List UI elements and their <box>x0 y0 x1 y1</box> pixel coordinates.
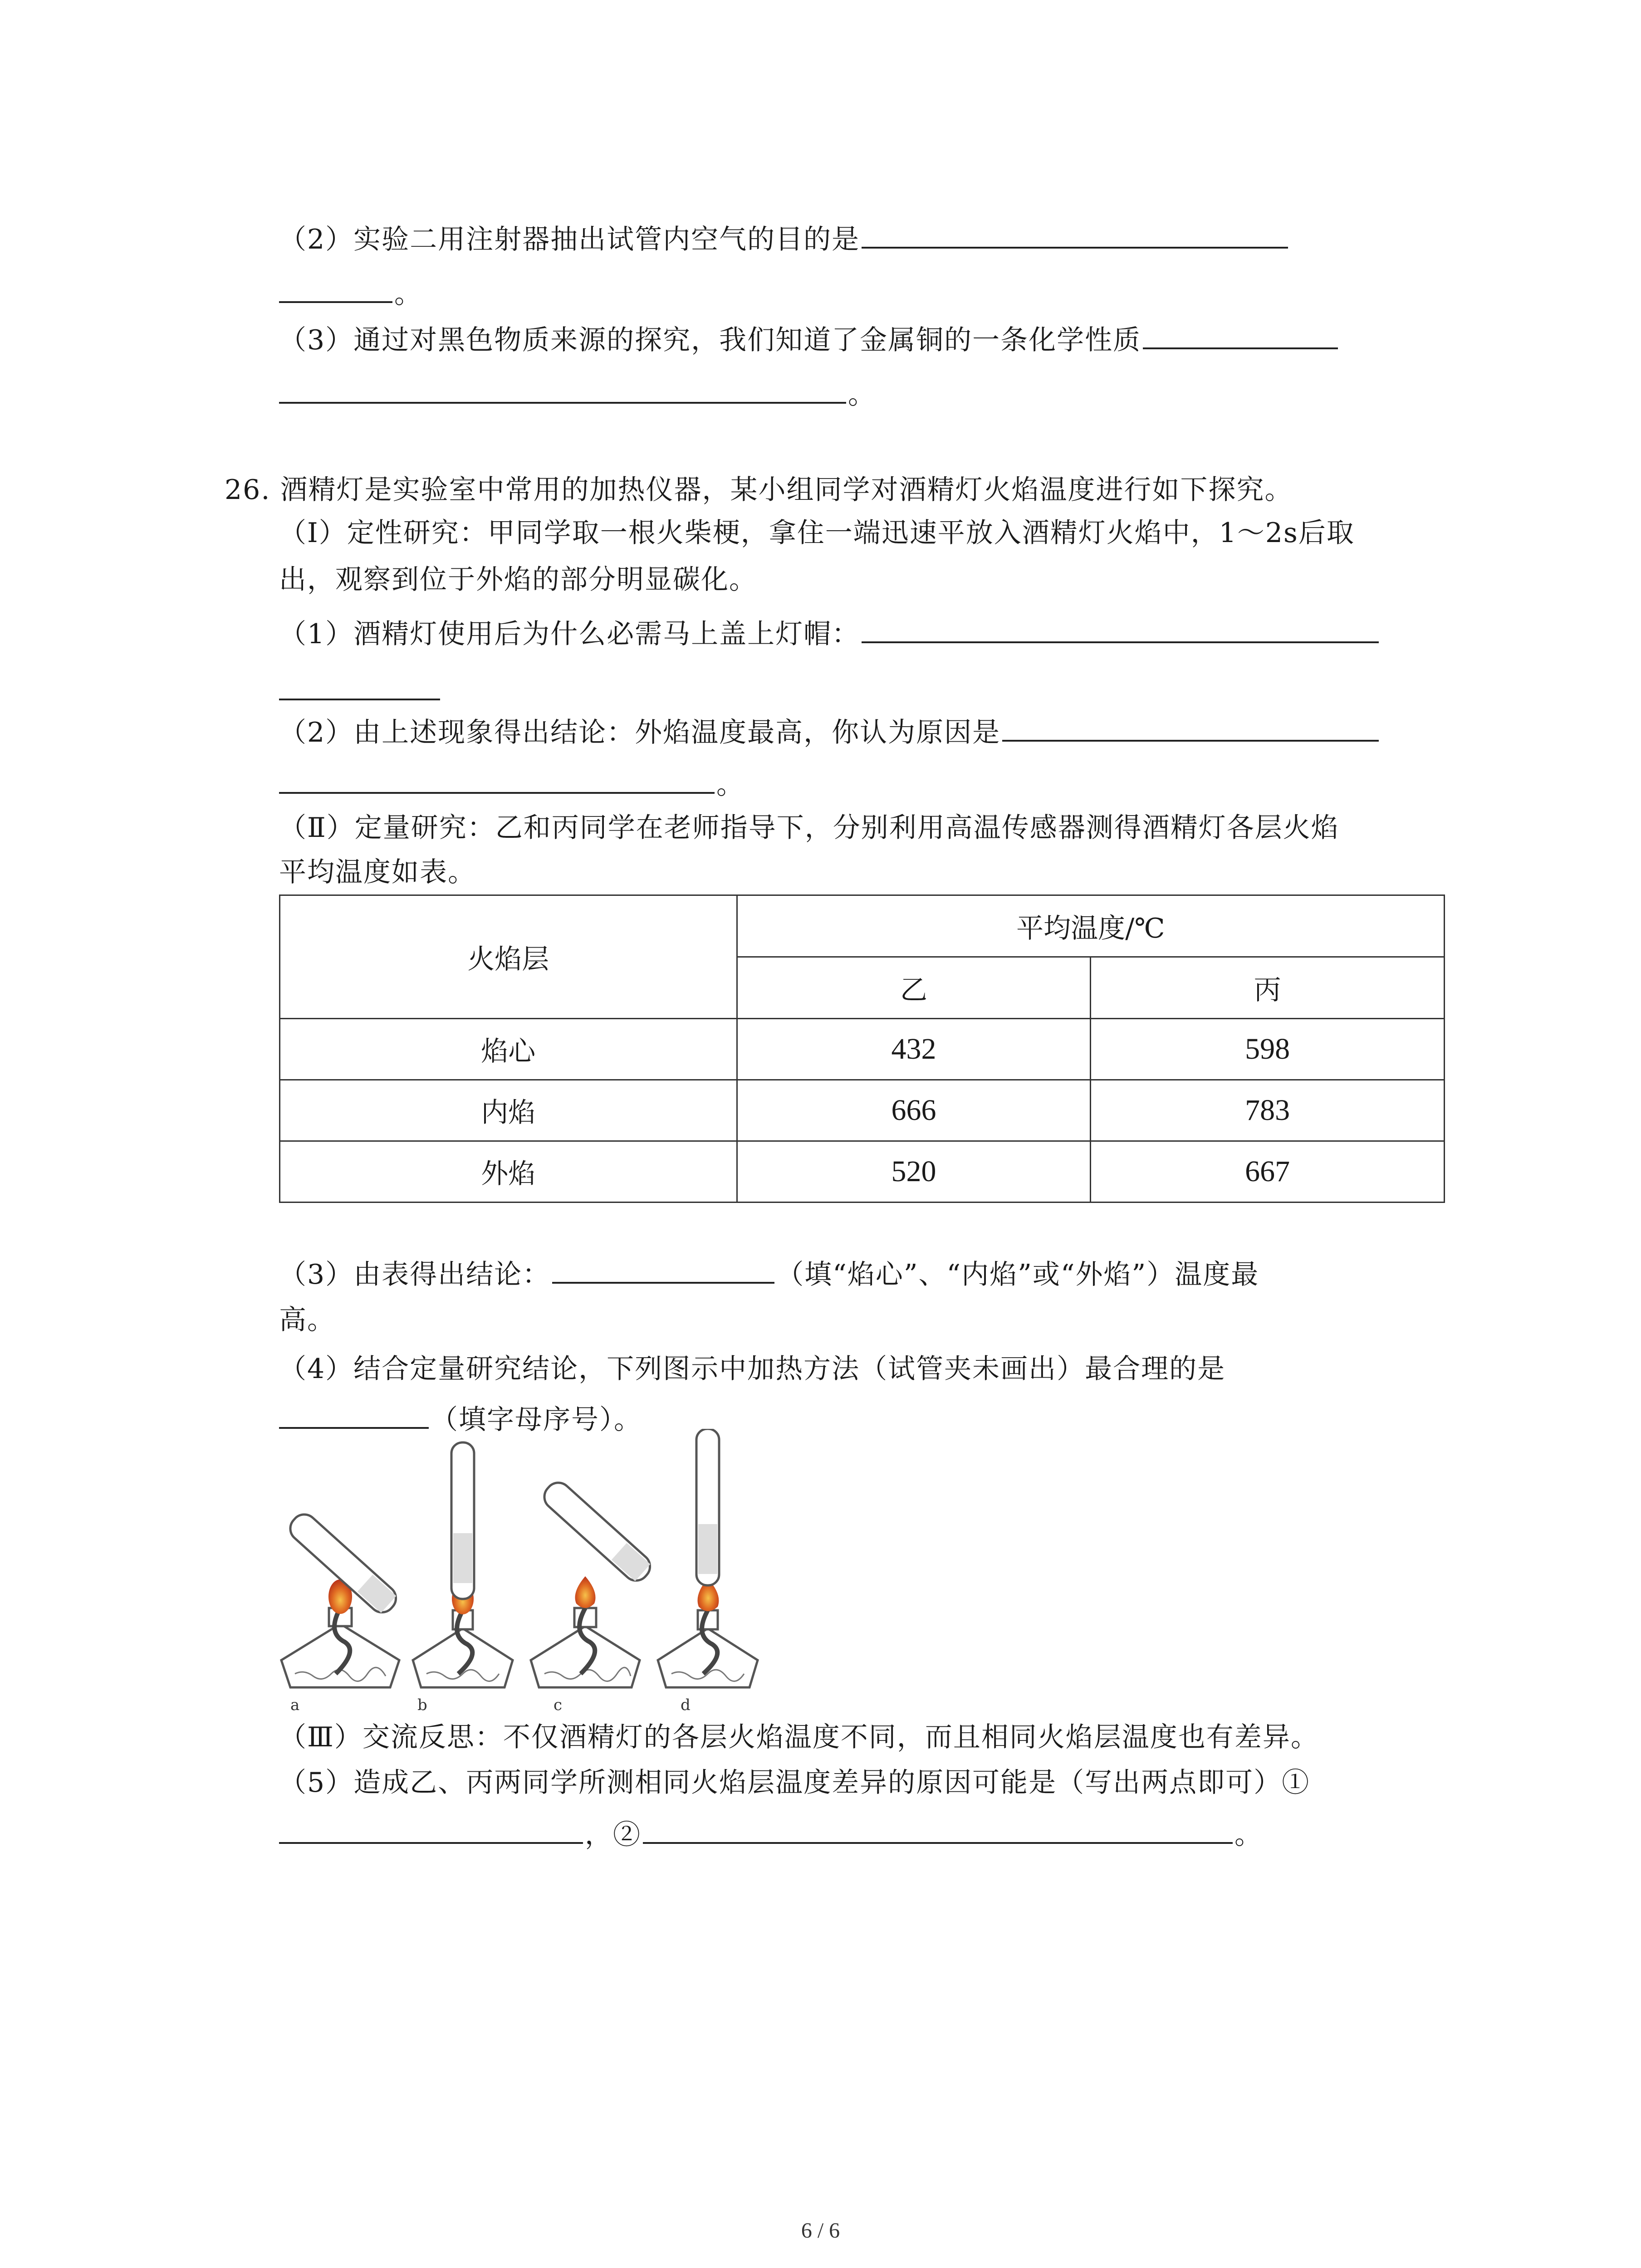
lamp-a <box>281 1509 401 1687</box>
q26-intro: 26. 酒精灯是实验室中常用的加热仪器，某小组同学对酒精灯火焰温度进行如下探究。 <box>225 474 1293 506</box>
q26-part3: （Ⅲ）交流反思：不仅酒精灯的各层火焰温度不同，而且相同火焰层温度也有差异。 <box>279 1721 1319 1753</box>
q26-sub4: （4）结合定量研究结论，下列图示中加热方法（试管夹未画出）最合理的是 <box>279 1353 1226 1385</box>
answer-blank[interactable] <box>279 699 440 700</box>
cell-yi: 432 <box>737 1019 1091 1080</box>
answer-blank[interactable] <box>279 278 392 303</box>
cell-bing: 598 <box>1091 1019 1445 1080</box>
figure-label: c <box>554 1696 563 1714</box>
header-bing: 丙 <box>1091 957 1445 1019</box>
table-row <box>280 1019 1445 1080</box>
cell-layer: 外焰 <box>280 1141 737 1202</box>
lamp-c <box>531 1477 655 1687</box>
answer-blank[interactable] <box>1002 716 1379 742</box>
cell-layer: 焰心 <box>280 1019 737 1080</box>
answer-blank[interactable] <box>552 1258 774 1284</box>
q26-sub5-cont: ，② 。 <box>279 1817 1263 1853</box>
lamp-d <box>658 1429 758 1687</box>
q26-sub2: （2）由上述现象得出结论：外焰温度最高，你认为原因是 <box>279 714 1381 751</box>
answer-blank[interactable] <box>862 618 1379 643</box>
q26-part1-line1: （I）定性研究：甲同学取一根火柴梗，拿住一端迅速平放入酒精灯火焰中，1～2s后取 <box>279 517 1355 549</box>
question-number: 26. <box>225 474 271 506</box>
answer-blank[interactable] <box>643 1818 1233 1844</box>
cell-layer: 内焰 <box>280 1080 737 1141</box>
q26-sub1: （1）酒精灯使用后为什么必需马上盖上灯帽： <box>279 616 1381 652</box>
q26-sub2-cont: 。 <box>279 767 745 803</box>
q26-part2-line1: （Ⅱ）定量研究：乙和丙同学在老师指导下，分别利用高温传感器测得酒精灯各层火焰 <box>279 812 1339 844</box>
lamp-b <box>413 1442 513 1687</box>
answer-blank[interactable] <box>279 378 846 404</box>
flame-icon <box>575 1576 596 1608</box>
figure-label: d <box>681 1696 691 1714</box>
cell-bing: 783 <box>1091 1080 1445 1141</box>
answer-blank[interactable] <box>1143 324 1338 349</box>
table-row <box>280 1080 1445 1141</box>
q25-sub3-cont: 。 <box>279 376 876 413</box>
answer-blank[interactable] <box>279 768 715 794</box>
q26-part2-line2: 平均温度如表。 <box>279 856 476 888</box>
q25-sub2: （2）实验二用注射器抽出试管内空气的目的是 <box>279 221 1290 258</box>
answer-blank[interactable] <box>279 1818 583 1844</box>
flame-temperature-table <box>279 894 1445 1203</box>
cell-yi: 666 <box>737 1080 1091 1141</box>
q26-sub4-cont: （填字母序号）。 <box>279 1402 642 1438</box>
q26-sub3-cont: 高。 <box>279 1304 335 1336</box>
cell-yi: 520 <box>737 1141 1091 1202</box>
table-row <box>280 1141 1445 1202</box>
q25-sub3: （3）通过对黑色物质来源的探究，我们知道了金属铜的一条化学性质 <box>279 322 1340 358</box>
cell-bing: 667 <box>1091 1141 1445 1202</box>
q26-part1-line2: 出，观察到位于外焰的部分明显碳化。 <box>279 564 757 596</box>
header-average-temperature: 平均温度/℃ <box>737 895 1444 957</box>
answer-blank[interactable] <box>279 1403 429 1429</box>
page-number: 6 / 6 <box>801 2219 840 2243</box>
q26-sub5: （5）造成乙、丙两同学所测相同火焰层温度差异的原因可能是（写出两点即可）① <box>279 1767 1310 1799</box>
alcohol-lamp-figure <box>272 1429 771 1715</box>
answer-blank[interactable] <box>862 223 1288 249</box>
header-flame-layer: 火焰层 <box>280 895 737 1019</box>
figure-label: b <box>417 1696 427 1714</box>
header-yi: 乙 <box>737 957 1091 1019</box>
figure-label: a <box>290 1696 300 1714</box>
q26-sub3: （3）由表得出结论： （填“焰心”、“内焰”或“外焰”）温度最 <box>279 1259 1259 1290</box>
q25-sub2-cont: 。 <box>279 276 422 312</box>
